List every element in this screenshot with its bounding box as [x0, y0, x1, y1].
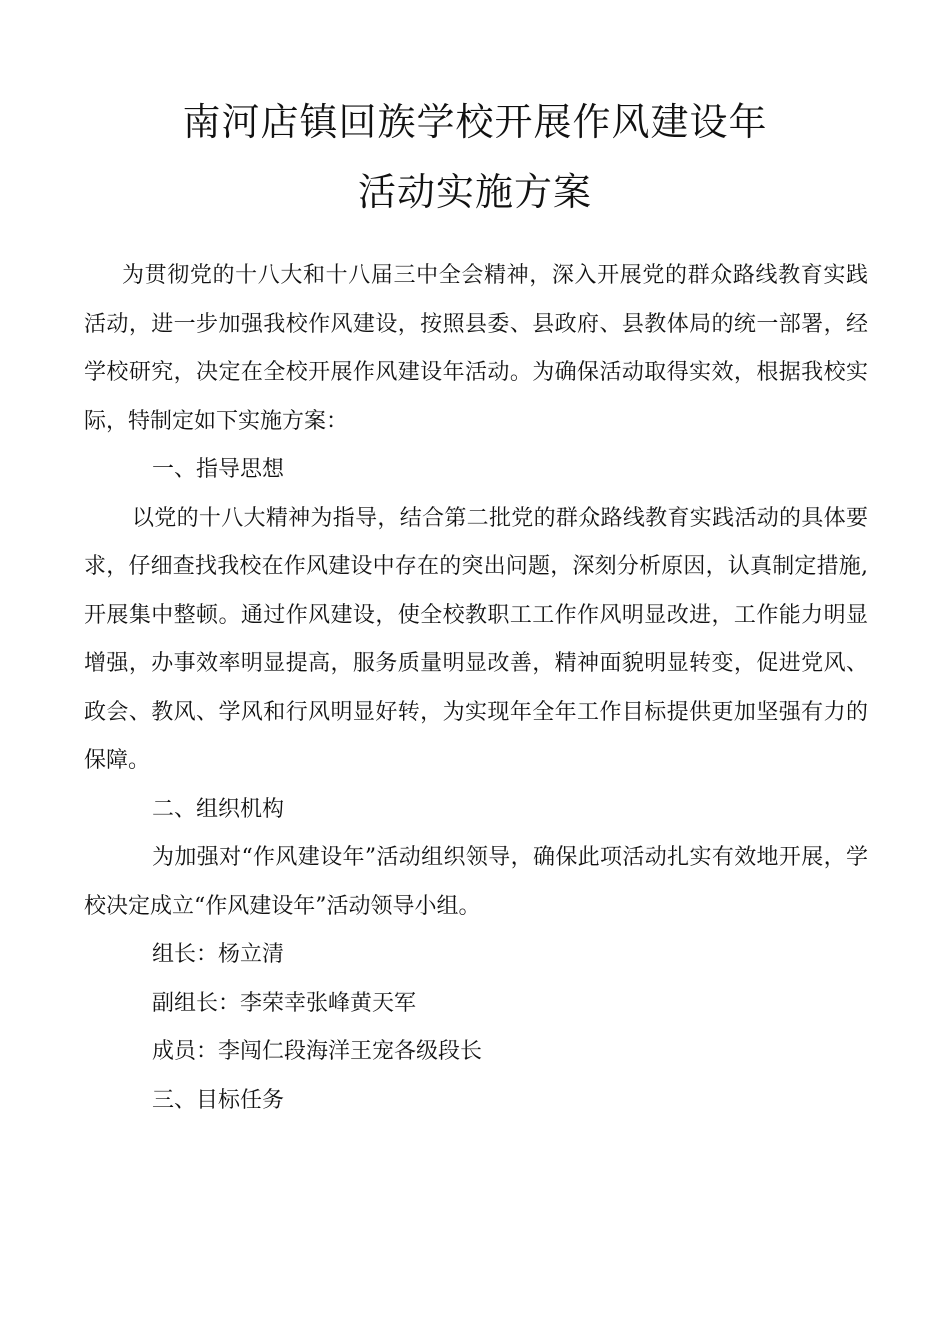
intro-paragraph: 为贯彻党的十八大和十八届三中全会精神，深入开展党的群众路线教育实践活动，进一步加强我校作风建设，按照县委、县政府、县教体局的统一部署，经学校研究，决定在全校开展作风建设年活动。为确保活动取得实效，根据我校实际，特制定如下实施方案：	[84, 263, 868, 434]
section-heading-guiding-ideology: 一、指导思想	[152, 457, 285, 482]
section-heading-organization: 二、组织机构	[152, 796, 285, 822]
document-title-line-2: 活动实施方案	[357, 170, 592, 214]
document-title-line-1: 南河店镇回族学校开展作风建设年	[182, 100, 768, 144]
members-line: 成员：李闯仁段海洋王宠各级段长	[152, 1039, 483, 1064]
group-leader-line: 组长：杨立清	[152, 942, 285, 967]
deputy-leaders-line: 副组长：李荣幸张峰黄天军	[152, 990, 417, 1016]
section-heading-objectives: 三、目标任务	[152, 1087, 285, 1113]
document-body	[84, 252, 868, 1125]
organization-paragraph: 为加强对“作风建设年”活动组织领导，确保此项活动扎实有效地开展，学校决定成立“作风建设年”活动领导小组。	[84, 845, 868, 919]
guiding-ideology-paragraph: 以党的十八大精神为指导，结合第二批党的群众路线教育实践活动的具体要求，仔细查找我校在作风建设中存在的突出问题，深刻分析原因，认真制定措施,开展集中整顿。通过作风建设，使全校教职工工作作风明显改进，工作能力明显增强，办事效率明显提高，服务质量明显改善，精神面貌明显转变，促进党风、政会、教风、学风和行风明显好转，为实现年全年工作目标提供更加坚强有力的保障。	[84, 505, 868, 773]
